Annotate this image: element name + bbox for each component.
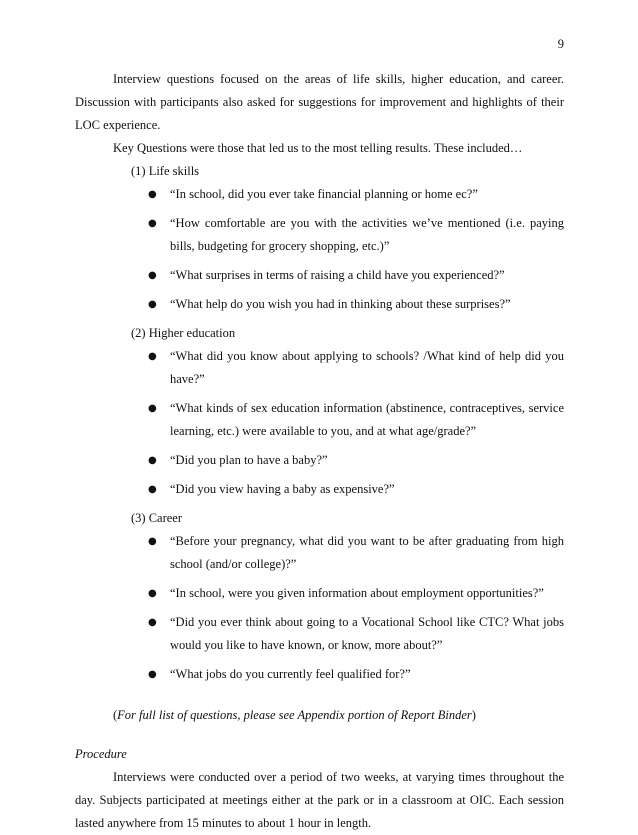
question-text: “Before your pregnancy, what did you want to be after graduating from high school (and/or college)?” [170,534,564,571]
list-item [75,212,564,258]
list-item [75,582,564,605]
bullet-icon: ● [148,669,157,680]
question-text: “What help do you wish you had in thinking about these surprises?” [170,297,511,311]
section-label: (2) Higher education [131,326,236,340]
note-text: For full list of questions, please see Appendix portion of Report Binder [117,708,472,722]
list-item [75,397,564,443]
list-item [75,611,564,657]
bullet-icon: ● [148,351,157,362]
list-item [75,264,564,287]
note-open-paren: ( [113,708,118,722]
question-text: “Did you plan to have a baby?” [170,453,328,467]
list-item [75,530,564,576]
section-life-skills [75,160,564,316]
bullet-icon: ● [148,536,157,547]
list-item [75,345,564,391]
bullet-icon: ● [148,299,157,310]
question-text: “How comfortable are you with the activities we’ve mentioned (i.e. paying bills, budgeting for grocery shopping, etc.)” [170,216,564,253]
bullet-icon: ● [148,403,157,414]
section-career [75,507,564,686]
page-content [75,68,564,835]
bullet-icon: ● [148,189,157,200]
note-close-paren: ) [471,708,476,722]
section-label: (1) Life skills [131,164,200,178]
list-item [75,293,564,316]
list-item [75,449,564,472]
key-questions-intro: Key Questions were those that led us to the most telling results. These included… [113,141,523,155]
intro-paragraph: Interview questions focused on the areas of life skills, higher education, and career. Discussion with participants also asked for suggestions for improvement and highlights of their LOC experience. [75,72,564,132]
question-text: “Did you ever think about going to a Vocational School like CTC? What jobs would you like to have known, or know, more about?” [170,615,564,652]
bullet-icon: ● [148,270,157,281]
question-list [75,345,564,501]
question-text: “What did you know about applying to schools? /What kind of help did you have?” [170,349,564,386]
bullet-icon: ● [148,455,157,466]
list-item [75,478,564,501]
question-text: “What kinds of sex education information (abstinence, contraceptives, service learning, etc.) were available to you, and at what age/grade?” [170,401,564,438]
question-text: “Did you view having a baby as expensive?” [170,482,395,496]
procedure-paragraph: Interviews were conducted over a period of two weeks, at varying times throughout the day. Subjects participated at meetings either at the park or in a classroom at OIC. Each session lasted anywhere from 15 minutes to about 1 hour in length. [75,770,564,830]
bullet-icon: ● [148,617,157,628]
appendix-note [75,704,564,727]
bullet-icon: ● [148,218,157,229]
list-item [75,663,564,686]
question-text: “What surprises in terms of raising a child have you experienced?” [170,268,505,282]
procedure-heading: Procedure [75,747,127,761]
list-item [75,183,564,206]
question-list [75,530,564,686]
section-label: (3) Career [131,511,183,525]
bullet-icon: ● [148,588,157,599]
bullet-icon: ● [148,484,157,495]
section-higher-education [75,322,564,501]
question-list [75,183,564,316]
question-text: “In school, were you given information about employment opportunities?” [170,586,544,600]
question-text: “What jobs do you currently feel qualified for?” [170,667,411,681]
page-number: 9 [557,37,564,51]
question-text: “In school, did you ever take financial planning or home ec?” [170,187,478,201]
